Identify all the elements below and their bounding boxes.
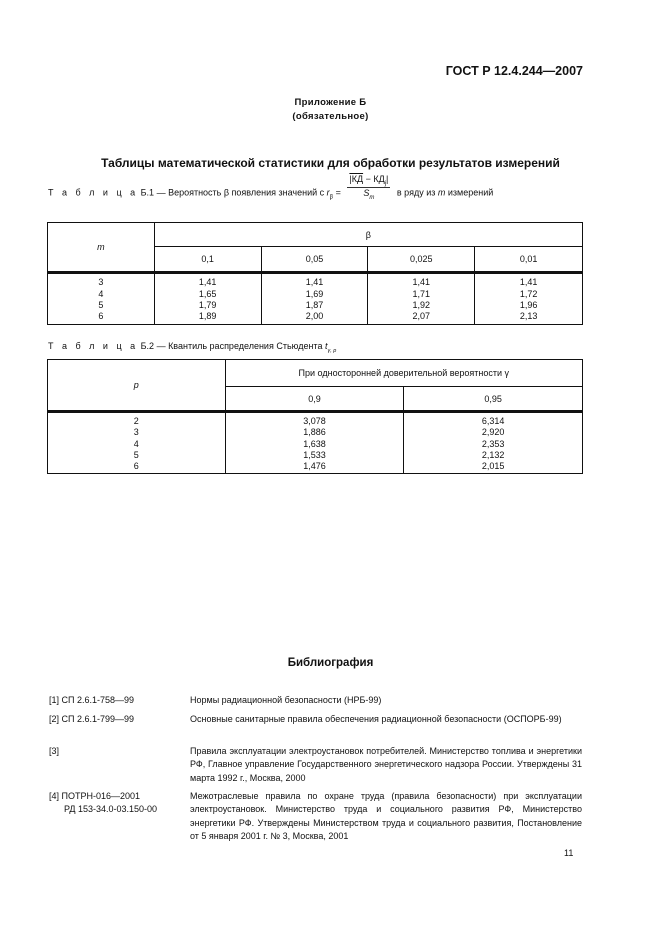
table1-col-header: 0,05 xyxy=(261,247,368,273)
formula-numerator xyxy=(347,174,390,188)
table-b2 xyxy=(47,359,583,474)
page-number: 11 xyxy=(564,848,574,858)
table1-col-header: 0,01 xyxy=(475,247,583,273)
bibliography-item xyxy=(49,694,582,707)
table2-row-header: p xyxy=(48,360,226,412)
table2-cell: 6 xyxy=(133,461,139,472)
table2-cell: 5 xyxy=(133,449,139,460)
caption-end: измерений xyxy=(445,187,494,198)
table2-group-header: При односторонней доверительной вероятности γ xyxy=(225,360,582,387)
document-code: ГОСТ Р 12.4.244—2007 xyxy=(445,64,583,78)
table1-cell: 1,96 xyxy=(519,300,538,310)
table1-cell: 6 xyxy=(98,311,104,322)
table1-cell: 1,92 xyxy=(412,300,431,310)
table2-cell: 2,920 xyxy=(481,427,505,438)
bibliography-text: Основные санитарные правила обеспечения радиационной безопасности (ОСПОРБ-99) xyxy=(190,714,562,724)
table2-col-header: 0,9 xyxy=(225,387,404,412)
table1-cell: 5 xyxy=(98,300,104,310)
table1-cell: 1,79 xyxy=(198,300,217,310)
bibliography-item xyxy=(49,745,582,785)
table2-cell: 2,353 xyxy=(481,438,505,449)
caption-tail: в ряду из xyxy=(396,187,438,198)
table1-cell: 4 xyxy=(98,288,104,299)
table2-cell: 1,638 xyxy=(303,438,326,449)
numerator-sub: j xyxy=(384,180,387,187)
formula-denominator xyxy=(347,188,390,201)
denominator-sub: m xyxy=(369,194,375,201)
bibliography-title: Библиография xyxy=(287,657,374,669)
table1-caption-number: Б.1 xyxy=(140,187,155,198)
table2-caption-text: — Квантиль распределения Стьюдента xyxy=(156,341,323,351)
appendix-title: Приложение Б xyxy=(294,97,367,108)
table1-cell: 1,41 xyxy=(412,277,431,288)
table2-cell: 2,132 xyxy=(481,449,505,460)
table1-column-0.025 xyxy=(368,273,475,325)
table1-cell: 1,41 xyxy=(305,277,324,288)
table1-cell: 2,00 xyxy=(305,311,324,322)
bibliography-ref: [1] СП 2.6.1-758—99 xyxy=(49,695,135,705)
bibliography-item xyxy=(49,790,582,844)
table2-col-header: 0,95 xyxy=(404,387,583,412)
table2-caption-prefix: Т а б л и ц а xyxy=(48,341,139,351)
bibliography-ref: [3] xyxy=(49,746,60,756)
table1-column-0.01 xyxy=(475,273,583,325)
table2-caption-symbol: t xyxy=(324,341,328,351)
table1-group-header: β xyxy=(154,223,582,247)
bibliography-ref-line2: РД 153-34.0-03.150-00 xyxy=(64,804,158,815)
table2-cell: 3,078 xyxy=(303,416,326,426)
table1-cell: 1,89 xyxy=(198,311,217,322)
section-title: Таблицы математической статистики для обработки результатов измерений xyxy=(101,156,560,170)
table1-cell: 3 xyxy=(98,277,104,288)
formula-lhs-sub: β xyxy=(329,194,334,201)
table1-cell: 1,69 xyxy=(305,288,324,299)
table1-column-0.1 xyxy=(154,273,261,325)
table1-cell: 1,41 xyxy=(519,277,538,288)
table2-column-0.9 xyxy=(225,412,404,474)
table1-col-header: 0,1 xyxy=(154,247,261,273)
table1-cell: 2,07 xyxy=(412,311,431,322)
table2-p-column xyxy=(48,412,226,474)
table2-cell: 2 xyxy=(133,416,139,426)
table1-col-header: 0,025 xyxy=(368,247,475,273)
table2-caption-number: Б.2 xyxy=(140,341,155,351)
numerator-a: |КД xyxy=(349,174,364,184)
table2-cell: 1,476 xyxy=(303,461,326,472)
table1-m-column xyxy=(48,273,155,325)
table2-cell: 6,314 xyxy=(481,416,505,426)
table2-cell: 2,015 xyxy=(481,461,505,472)
table1-caption-prefix: Т а б л и ц а xyxy=(48,187,139,198)
bibliography-item xyxy=(49,713,582,726)
table1-cell: 1,72 xyxy=(519,288,538,299)
formula-eq: = xyxy=(335,187,341,198)
table2-cell: 1,533 xyxy=(303,449,326,460)
table2-cell: 1,886 xyxy=(303,427,326,438)
table2-caption-symbol-sub: γ, p xyxy=(327,347,337,354)
table-b1 xyxy=(47,222,583,325)
bibliography-text: Нормы радиационной безопасности (НРБ-99) xyxy=(190,695,382,705)
caption-var: m xyxy=(437,187,446,198)
bibliography-ref xyxy=(49,790,189,817)
formula-fraction xyxy=(347,174,390,201)
formula-lhs: r xyxy=(326,187,330,198)
bibliography-ref: [2] СП 2.6.1-799—99 xyxy=(49,714,135,724)
table1-row-header: m xyxy=(48,223,155,273)
table1-column-0.05 xyxy=(261,273,368,325)
table1-cell: 1,41 xyxy=(198,277,217,288)
bibliography-text: Межотраслевые правила по охране труда (правила безопасности) при эксплуатации электроустановок. Министерство труда и социального развития РФ, Министерство энергетики РФ. Утверждены Министерством труда и социального развития, Постановление от 5 января 2001 г. № 3, Москва, 2001 xyxy=(190,791,582,842)
table2-column-0.95 xyxy=(404,412,583,474)
numerator-end: | xyxy=(386,174,389,184)
bibliography-text: Правила эксплуатации электроустановок потребителей. Министерство топлива и энергетики РФ, Главное управление Государственного энергетического надзора России. Утверждены 31 марта 1992 г., Москва, 2000 xyxy=(190,746,582,783)
numerator-minus: − КД xyxy=(363,174,385,184)
table1-cell: 1,71 xyxy=(412,288,431,299)
table2-cell: 4 xyxy=(133,438,139,449)
table1-cell: 1,87 xyxy=(305,300,324,310)
table1-cell: 2,13 xyxy=(519,311,538,322)
table1-caption-text: — Вероятность β появления значений с xyxy=(156,187,325,198)
bibliography-ref-line1: [4] ПОТРН-016—2001 xyxy=(49,791,141,801)
table2-cell: 3 xyxy=(133,427,139,438)
denominator-symbol: S xyxy=(363,187,370,198)
table2-caption xyxy=(48,341,336,354)
appendix-status: (обязательное) xyxy=(292,111,369,122)
table1-caption xyxy=(48,174,494,201)
table1-cell: 1,65 xyxy=(198,288,217,299)
